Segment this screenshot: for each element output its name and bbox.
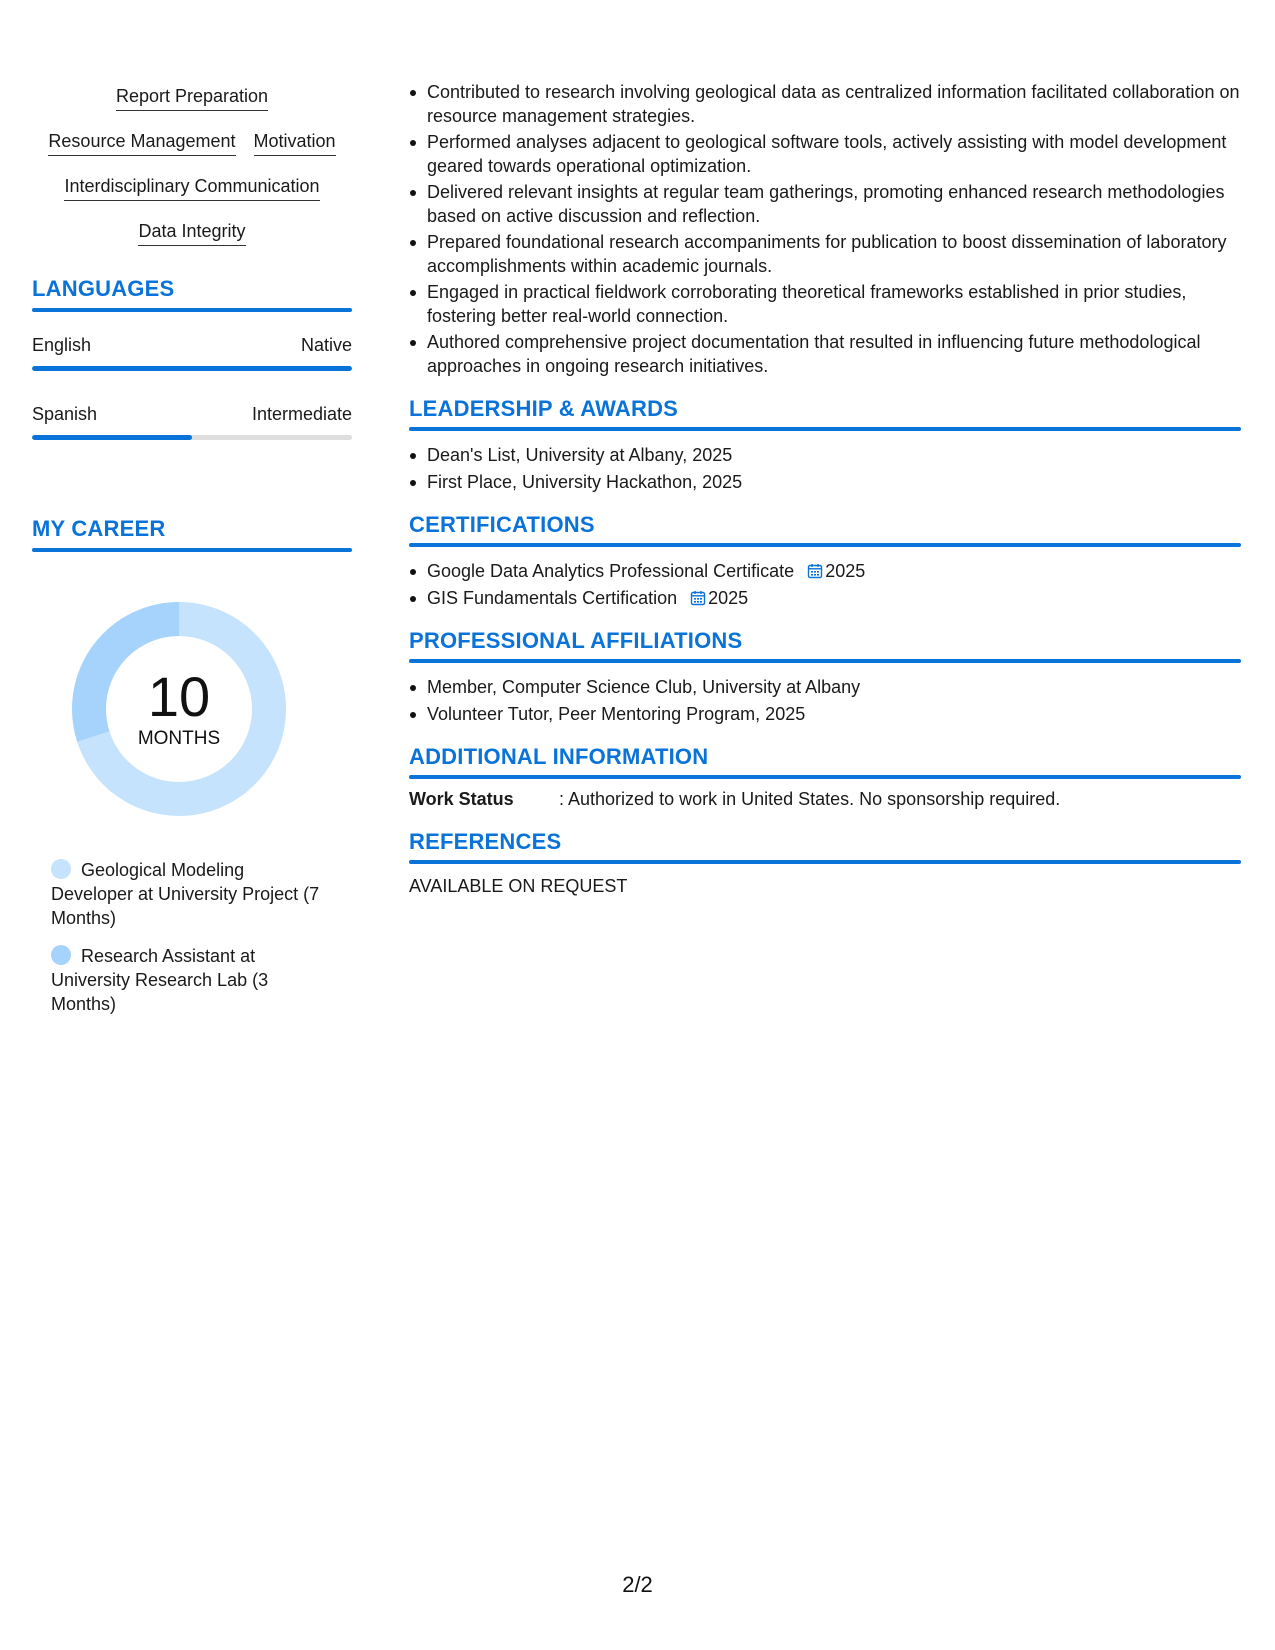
language-level: Native bbox=[300, 335, 352, 355]
affiliations-title: PROFESSIONAL AFFILIATIONS bbox=[409, 628, 743, 653]
right-column bbox=[409, 80, 1241, 898]
skill-tag: Resource Management bbox=[48, 129, 235, 156]
section-rule bbox=[409, 775, 1241, 779]
language-bar-fill bbox=[32, 435, 192, 440]
experience-bullet: Contributed to research involving geological data as centralized information facilitated collaboration on resource management strategies. bbox=[409, 80, 1241, 128]
references-text: AVAILABLE ON REQUEST bbox=[409, 876, 628, 896]
references-section bbox=[409, 829, 1241, 898]
certification-name: GIS Fundamentals Certification bbox=[427, 588, 678, 608]
language-level: Intermediate bbox=[251, 404, 352, 424]
donut-center bbox=[66, 596, 292, 822]
legend-dot bbox=[51, 945, 71, 965]
experience-bullet: Delivered relevant insights at regular team gatherings, promoting enhanced research methodologies based on active discussion and reflection. bbox=[409, 180, 1241, 228]
certification-year: 2025 bbox=[825, 561, 866, 581]
certification-item bbox=[409, 559, 1241, 583]
language-name: English bbox=[32, 335, 92, 355]
page-number: 2/2 bbox=[622, 1572, 653, 1597]
experience-bullet: Authored comprehensive project documentation that resulted in influencing future methodological approaches in ongoing research initiatives. bbox=[409, 330, 1241, 378]
career-total-months: 10 bbox=[147, 665, 211, 728]
skill-row bbox=[32, 84, 352, 111]
skill-tag: Report Preparation bbox=[116, 84, 268, 111]
language-item bbox=[32, 403, 352, 440]
skill-row bbox=[32, 219, 352, 246]
languages-title: LANGUAGES bbox=[32, 276, 175, 301]
section-rule bbox=[32, 308, 352, 312]
career-total-unit: MONTHS bbox=[137, 728, 221, 749]
career-donut-chart bbox=[66, 596, 292, 822]
certification-year: 2025 bbox=[708, 588, 749, 608]
section-rule bbox=[409, 543, 1241, 547]
legend-item bbox=[51, 944, 321, 1016]
additional-info-section bbox=[409, 744, 1241, 811]
calendar-icon bbox=[690, 590, 706, 606]
language-bar bbox=[32, 366, 352, 371]
affiliations-section bbox=[409, 628, 1241, 726]
calendar-icon bbox=[807, 563, 823, 579]
award-item: Dean's List, University at Albany, 2025 bbox=[409, 443, 1241, 467]
skills-list bbox=[32, 84, 352, 246]
references-title: REFERENCES bbox=[409, 829, 562, 854]
section-rule bbox=[409, 860, 1241, 864]
languages-section bbox=[32, 276, 352, 440]
experience-bullet: Engaged in practical fieldwork corroborating theoretical frameworks established in prior studies, fostering better real-world connection. bbox=[409, 280, 1241, 328]
additional-info-title: ADDITIONAL INFORMATION bbox=[409, 744, 709, 769]
left-column bbox=[32, 84, 352, 1030]
work-status-row bbox=[409, 787, 1241, 811]
career-legend bbox=[51, 858, 321, 1016]
certification-name: Google Data Analytics Professional Certificate bbox=[427, 561, 795, 581]
experience-bullet: Prepared foundational research accompaniments for publication to boost dissemination of laboratory accomplishments within academic journals. bbox=[409, 230, 1241, 278]
section-rule bbox=[409, 659, 1241, 663]
skill-tag: Interdisciplinary Communication bbox=[64, 174, 319, 201]
experience-bullets bbox=[409, 80, 1241, 378]
legend-dot bbox=[51, 859, 71, 879]
skill-tag: Data Integrity bbox=[138, 219, 245, 246]
certifications-section bbox=[409, 512, 1241, 610]
leadership-title: LEADERSHIP & AWARDS bbox=[409, 396, 679, 421]
language-name: Spanish bbox=[32, 404, 98, 424]
leadership-section bbox=[409, 396, 1241, 494]
section-rule bbox=[32, 548, 352, 552]
legend-label: Research Assistant at University Research Lab (3 Months) bbox=[51, 946, 269, 1014]
language-item bbox=[32, 334, 352, 371]
affiliation-item: Member, Computer Science Club, University at Albany bbox=[409, 675, 1241, 699]
section-rule bbox=[409, 427, 1241, 431]
work-status-label: Work Status bbox=[409, 789, 514, 809]
certifications-title: CERTIFICATIONS bbox=[409, 512, 595, 537]
legend-label: Geological Modeling Developer at University Project (7 Months) bbox=[51, 860, 320, 928]
language-bar-fill bbox=[32, 366, 352, 371]
work-status-value: : Authorized to work in United States. No sponsorship required. bbox=[559, 789, 1061, 809]
legend-item bbox=[51, 858, 321, 930]
career-section bbox=[32, 516, 352, 1016]
career-title: MY CAREER bbox=[32, 516, 166, 541]
language-bar bbox=[32, 435, 352, 440]
affiliation-item: Volunteer Tutor, Peer Mentoring Program, 2025 bbox=[409, 702, 1241, 726]
certification-item bbox=[409, 586, 1241, 610]
award-item: First Place, University Hackathon, 2025 bbox=[409, 470, 1241, 494]
skill-row bbox=[32, 129, 352, 156]
experience-bullet: Performed analyses adjacent to geological software tools, actively assisting with model development geared towards operational optimization. bbox=[409, 130, 1241, 178]
skill-tag: Motivation bbox=[254, 129, 336, 156]
skill-row bbox=[32, 174, 352, 201]
